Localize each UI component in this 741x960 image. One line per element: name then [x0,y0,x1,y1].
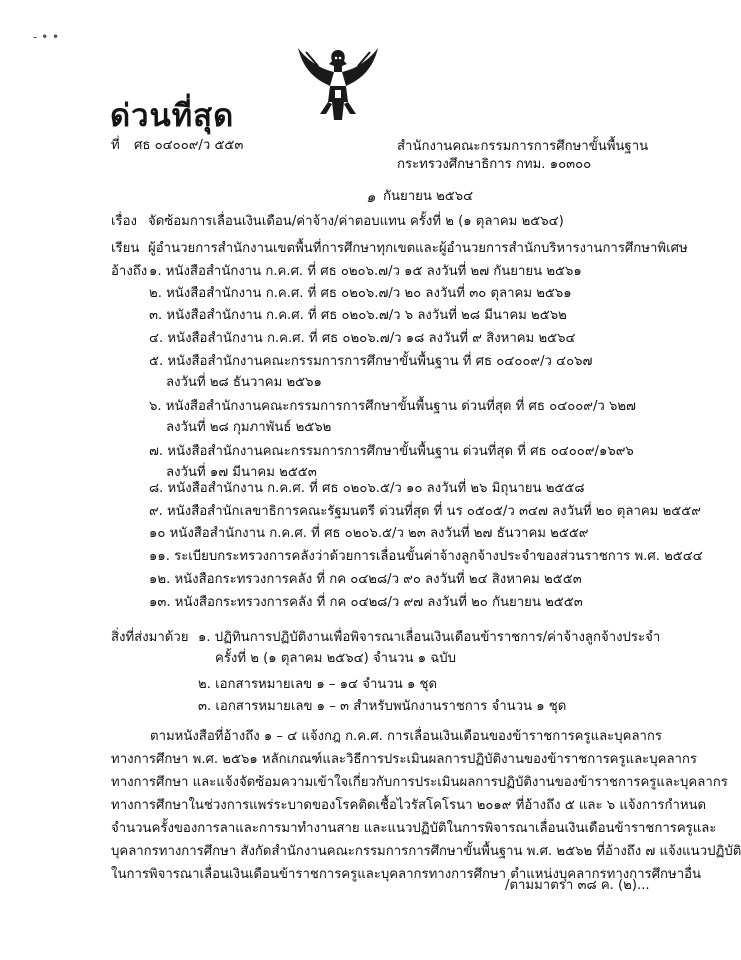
reference-item: ๒. หนังสือสำนักงาน ก.ค.ศ. ที่ ศธ ๐๒๐๖.๗/ว ๒๐ ลงวันที่ ๓๐ ตุลาคม ๒๕๖๑ [149,286,572,301]
reference-item: ๑๑. ระเบียบกระทรวงการคลังว่าด้วยการเลื่อนขั้นค่าจ้างลูกจ้างประจำของส่วนราชการ พ.ศ. ๒๕๔๔ [149,549,703,564]
enclosures-label: สิ่งที่ส่งมาด้วย [111,630,189,645]
reference-item: ๗. หนังสือสำนักงานคณะกรรมการการศึกษาขั้นพื้นฐาน ด่วนที่สุด ที่ ศธ ๐๔๐๐๙/๑๖๙๖ [149,444,634,459]
reference-item: ๑๒. หนังสือกระทรวงการคลัง ที่ กค ๐๔๒๘/ว ๙๐ ลงวันที่ ๒๔ สิงหาคม ๒๕๕๓ [149,572,582,587]
enclosure-item-continued: ครั้งที่ ๒ (๑ ตุลาคม ๒๕๖๔) จำนวน ๑ ฉบับ [215,651,456,666]
recipient-label: เรียน [111,241,140,256]
reference-item: ๘. หนังสือสำนักงาน ก.ค.ศ. ที่ ศธ ๐๒๐๖.๕/ว ๑๐ ลงวันที่ ๒๖ มิถุนายน ๒๕๕๘ [149,481,585,496]
reference-item: ๔. หนังสือสำนักงาน ก.ค.ศ. ที่ ศธ ๐๒๐๖.๗/ว ๑๘ ลงวันที่ ๙ สิงหาคม ๒๕๖๔ [149,331,576,346]
reference-item: ๕. หนังสือสำนักงานคณะกรรมการการศึกษาขั้นพื้นฐาน ที่ ศธ ๐๔๐๐๙/ว ๔๐๖๗ [149,354,593,369]
enclosure-item: ๒. เอกสารหมายเลข ๑ – ๑๔ จำนวน ๑ ชุด [198,677,438,692]
body-line: ทางการศึกษา และแจ้งจัดซ้อมความเข้าใจเกี่ยวกับการประเมินผลการปฏิบัติงานของข้าราชการครูและบุคลากร [111,775,728,790]
reference-item: ๑๐ หนังสือสำนักงาน ก.ค.ศ. ที่ ศธ ๐๒๐๖.๕/ว ๒๓ ลงวันที่ ๒๗ ธันวาคม ๒๕๕๙ [149,526,589,541]
enclosure-item: ๓. เอกสารหมายเลข ๑ – ๓ สำหรับพนักงานราชการ จำนวน ๑ ชุด [198,699,567,714]
ref-number: ศธ ๐๔๐๐๙/ว ๕๕๓ [134,138,244,153]
body-line: ตามหนังสือที่อ้างถึง ๑ – ๔ แจ้งกฎ ก.ค.ศ. การเลื่อนเงินเดือนของข้าราชการครูและบุคลากร [150,729,663,744]
enclosure-item: ๑. ปฏิทินการปฏิบัติงานเพื่อพิจารณาเลื่อนเงินเดือนข้าราชการ/ค่าจ้างลูกจ้างประจำ [198,630,661,645]
reference-item: ๖. หนังสือสำนักงานคณะกรรมการการศึกษาขั้นพื้นฐาน ด่วนที่สุด ที่ ศธ ๐๔๐๐๙/ว ๖๒๗ [149,399,636,414]
ref-label: ที่ [111,138,120,153]
reference-item: ๓. หนังสือสำนักงาน ก.ค.ศ. ที่ ศธ ๐๒๐๖.๗/ว ๖ ลงวันที่ ๒๘ มีนาคม ๒๕๖๒ [149,308,567,323]
corner-marks: - • • [33,30,60,44]
urgency-heading: ด่วนที่สุด [110,98,235,134]
continuation-note: /ตามมาตรา ๓๘ ค. (๒)... [505,878,650,893]
garuda-emblem-icon [296,42,380,124]
body-line: บุคลากรทางการศึกษา สังกัดสำนักงานคณะกรรมการการศึกษาขั้นพื้นฐาน พ.ศ. ๒๕๖๒ ที่อ้างถึง ๗ แจ้งแนวปฏิบัติ [111,844,741,859]
body-line: ทางการศึกษาในช่วงการแพร่ระบาดของโรคติดเชื้อไวรัสโคโรนา ๒๐๑๙ ที่อ้างถึง ๕ และ ๖ แจ้งการกำหนด [111,798,707,813]
body-line: ทางการศึกษา พ.ศ. ๒๕๖๑ หลักเกณฑ์และวิธีการประเมินผลการปฏิบัติงานของข้าราชการครูและบุคลากร [111,752,698,767]
reference-item-continued: ลงวันที่ ๑๗ มีนาคม ๒๕๕๓ [166,465,317,480]
reference-item-continued: ลงวันที่ ๒๘ กุมภาพันธ์ ๒๕๖๒ [166,420,332,435]
office-address: กระทรวงศึกษาธิการ กทม. ๑๐๓๐๐ [397,157,592,172]
body-line: ในการพิจารณาเลื่อนเงินเดือนข้าราชการครูและบุคลากรทางการศึกษา ตำแหน่งบุคลากรทางการศึกษาอื่น [111,867,702,882]
body-line: จำนวนครั้งของการลาและการมาทำงานสาย และแนวปฏิบัติในการพิจารณาเลื่อนเงินเดือนข้าราชการครูและ [111,821,717,836]
date-month-year: กันยายน ๒๕๖๔ [383,189,474,204]
reference-item: ๑. หนังสือสำนักงาน ก.ค.ศ. ที่ ศธ ๐๒๐๖.๗/ว ๑๕ ลงวันที่ ๒๗ กันยายน ๒๕๖๑ [149,264,582,279]
office-name: สำนักงานคณะกรรมการการศึกษาขั้นพื้นฐาน [397,139,649,154]
subject-text: จัดซ้อมการเลื่อนเงินเดือน/ค่าจ้าง/ค่าตอบแทน ครั้งที่ ๒ (๑ ตุลาคม ๒๕๖๔) [148,214,564,229]
reference-item-continued: ลงวันที่ ๒๘ ธันวาคม ๒๕๖๑ [166,375,322,390]
subject-label: เรื่อง [111,214,137,229]
reference-item: ๑๓. หนังสือกระทรวงการคลัง ที่ กค ๐๔๒๘/ว ๙๗ ลงวันที่ ๒๐ กันยายน ๒๕๕๓ [149,595,583,610]
reference-item: ๙. หนังสือสำนักเลขาธิการคณะรัฐมนตรี ด่วนที่สุด ที่ นร ๐๕๐๕/ว ๓๔๗ ลงวันที่ ๒๐ ตุลาคม ๒๕๕๙ [149,504,701,519]
date-day: ๑ [366,188,376,206]
references-label: อ้างถึง [111,264,148,279]
recipient-text: ผู้อำนวยการสำนักงานเขตพื้นที่การศึกษาทุกเขตและผู้อำนวยการสำนักบริหารงานการศึกษาพิเศษ [148,241,688,256]
